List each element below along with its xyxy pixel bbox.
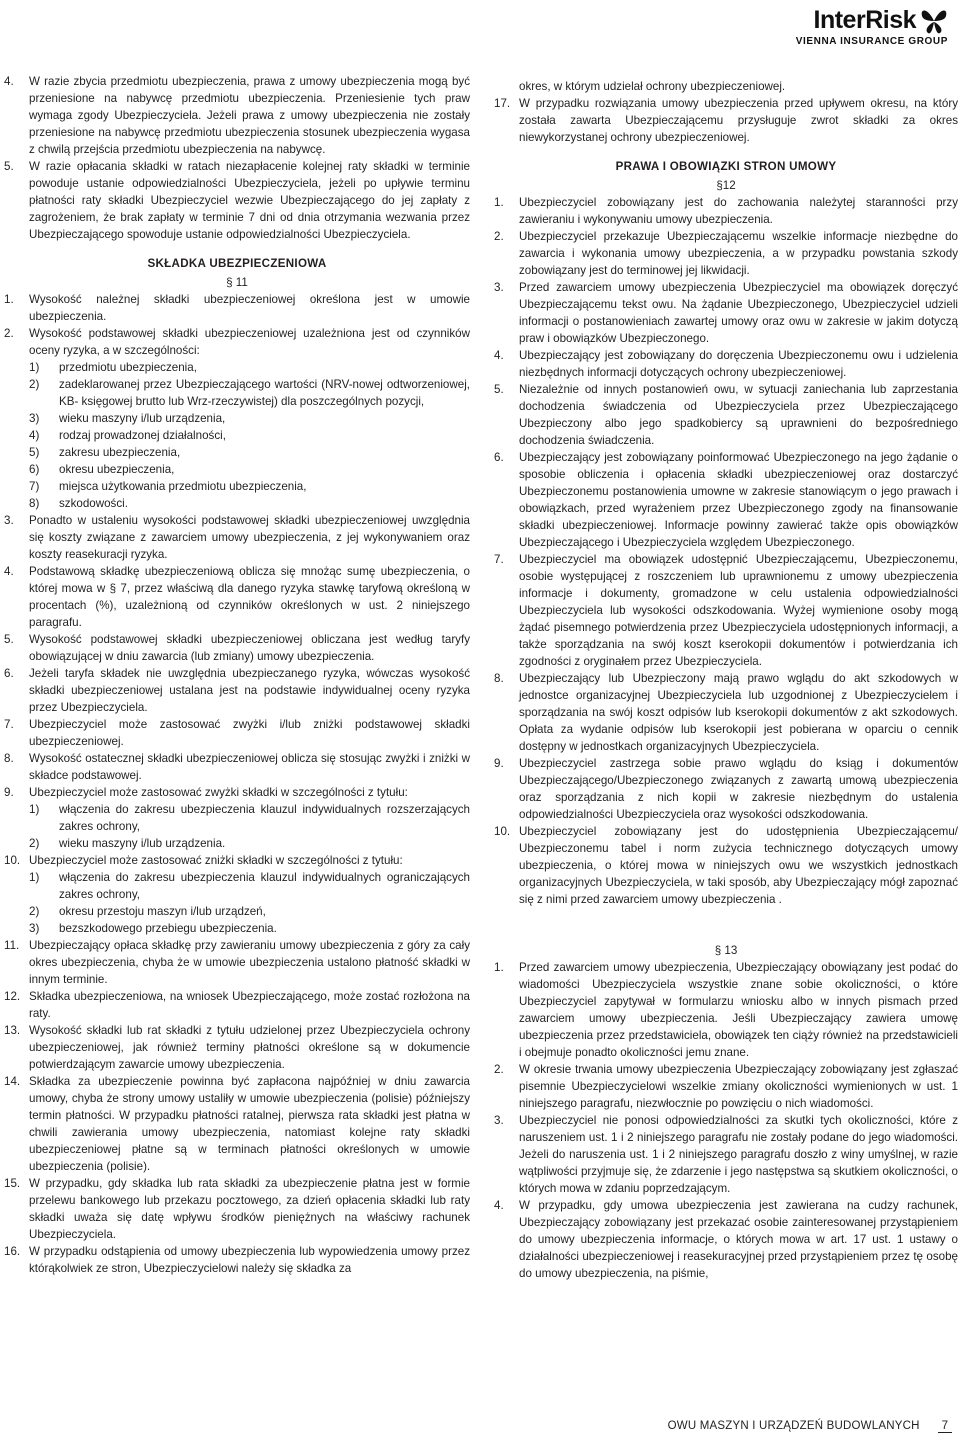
- item-number: 6.: [4, 667, 14, 680]
- item-text: Ubezpieczyciel zobowiązany jest do zachowania należytej staranności przy zawieraniu i wykonywaniu umowy ubezpieczenia.: [519, 196, 958, 226]
- item-text: Wysokość składki lub rat składki z tytułu udzielonej przez Ubezpieczyciela ochrony ubezpieczeniowej, jak również terminy płatności określone są w dokumencie potwierdzającym zawarcie umowy ubezpieczenia.: [29, 1024, 470, 1071]
- numbered-clause: [494, 95, 958, 146]
- item-text: Ubezpieczyciel może zastosować zwyżki składki w szczególności z tytułu:: [29, 786, 408, 799]
- numbered-clause: [4, 563, 470, 631]
- brand-name: InterRisk: [813, 6, 916, 34]
- numbered-clause: [494, 228, 958, 279]
- brand-logo: [795, 6, 950, 50]
- numbered-clause: [494, 670, 958, 755]
- item-number: 2.: [4, 327, 14, 340]
- item-number: 3): [29, 412, 40, 425]
- item-text: włączenia do zakresu ubezpieczenia klauzul indywidualnych rozszerzających zakres ochrony,: [59, 803, 470, 833]
- item-text: Wysokość należnej składki ubezpieczeniowej określona jest w umowie ubezpieczenia.: [29, 293, 470, 323]
- item-number: 3.: [494, 281, 504, 294]
- item-text: włączenia do zakresu ubezpieczenia klauzul indywidualnych ograniczających zakres ochrony,: [59, 871, 470, 901]
- item-number: 12.: [4, 990, 21, 1003]
- item-number: 2): [29, 378, 40, 391]
- sub-list-item: [4, 920, 470, 937]
- numbered-clause: [4, 158, 470, 243]
- sub-list-item: [4, 410, 470, 427]
- numbered-clause: [4, 750, 470, 784]
- item-number: 7): [29, 480, 40, 493]
- sub-list-item: [4, 461, 470, 478]
- sub-list-item: [4, 801, 470, 835]
- item-text: szkodowości.: [59, 497, 128, 510]
- item-text: W przypadku, gdy składka lub rata składki za ubezpieczenie płatna jest w formie przelewu bankowego lub przekazu pocztowego, za dzień opłacenia składki lub raty składki uważa się datę wpływu środków pieniężnych na właściwy rachunek Ubezpieczyciela.: [29, 1177, 470, 1241]
- item-text: bezszkodowego przebiegu ubezpieczenia.: [59, 922, 277, 935]
- item-text: Ubezpieczający jest zobowiązany poinformować Ubezpieczonego na jego żądanie o sposobie obliczenia i opłacenia składki ubezpieczeniowej oraz dostarczyć Ubezpieczonemu postanowienia umowne w zakresie stanowiącym o jego prawach i obowiązkach, przed wyrażeniem przez Ubezpieczonego zgody na finansowanie składki ubezpieczeniowej. Informacje powinny zawierać także opis obowiązków Ubezpieczającego i Ubezpieczyciela względem Ubezpieczonego.: [519, 451, 958, 549]
- item-text: rodzaj prowadzonej działalności,: [59, 429, 226, 442]
- item-text: W przypadku rozwiązania umowy ubezpieczenia przed upływem okresu, na który została zawarta Ubezpieczającemu przysługuje zwrot składki za okres niewykorzystanej ochrony ubezpieczeniowej.: [519, 97, 958, 144]
- item-text: miejsca użytkowania przedmiotu ubezpieczenia,: [59, 480, 307, 493]
- item-text: Składka za ubezpieczenie powinna być zapłacona najpóźniej w dniu zawarcia umowy, chyba że strony umowy ustaliły w umowie ubezpieczenia (polisie) późniejszy termin płatności. W przypadku płatności ratalnej, pierwsza rata składki jest płatna w chwili zawierania umowy ubezpieczenia, natomiast kolejne raty składki ubezpieczeniowej płatne są w terminach płatności określonych w umowie ubezpieczenia (polisie).: [29, 1075, 470, 1173]
- section-heading: SKŁADKA UBEZPIECZENIOWA: [147, 257, 327, 270]
- numbered-clause: [494, 755, 958, 823]
- numbered-clause: [4, 325, 470, 359]
- item-text: Wysokość ostatecznej składki ubezpieczeniowej oblicza się stosując zwyżki i zniżki w składce podstawowej.: [29, 752, 470, 782]
- numbered-clause: [494, 279, 958, 347]
- item-text: przedmiotu ubezpieczenia,: [59, 361, 197, 374]
- item-number: 7.: [494, 553, 504, 566]
- item-text: Ubezpieczyciel przekazuje Ubezpieczającemu wszelkie informacje niezbędne do zawarcia i wykonania umowy ubezpieczenia, a w przypadku powstania szkody zobowiązany jest do terminowej jej likwidacji.: [519, 230, 958, 277]
- numbered-clause: [4, 716, 470, 750]
- item-text: Ubezpieczyciel zobowiązany jest do udostępnienia Ubezpieczającemu/ Ubezpieczonemu tabel i norm zużycia technicznego dotyczących umowy ubezpieczenia, o której mowa w niniejszych owu we wszystkich jednostkach organizacyjnych Ubezpieczyciela, w taki sposób, aby Ubezpieczający mógł zapoznać się z nimi przed zawarciem umowy ubezpieczenia .: [519, 825, 958, 906]
- numbered-clause: [4, 73, 470, 158]
- item-text: Przed zawarciem umowy ubezpieczenia Ubezpieczyciel ma obowiązek doręczyć Ubezpieczającemu tekst owu. Na żądanie Ubezpieczonego, Ubezpieczyciel udzieli informacji o postanowieniach zawartej umowy oraz owu w zakresie w jakim dotyczą praw i obowiązków Ubezpieczonego.: [519, 281, 958, 345]
- numbered-clause: [494, 347, 958, 381]
- numbered-clause: [4, 1022, 470, 1073]
- sub-list-item: [4, 495, 470, 512]
- numbered-clause: [4, 291, 470, 325]
- sub-list-item: [4, 444, 470, 461]
- item-text: Podstawową składkę ubezpieczeniową oblicza się mnożąc sumę ubezpieczenia, o której mowa w § 7, przez właściwą dla danego ryzyka stawkę taryfową określoną w procentach (%), uzależnioną od czynników określonych w ust. 2 niniejszego paragrafu.: [29, 565, 470, 629]
- sub-list-item: [4, 376, 470, 410]
- item-text: Przed zawarciem umowy ubezpieczenia, Ubezpieczający obowiązany jest podać do wiadomości Ubezpieczyciela wszystkie znane sobie okoliczności, o które Ubezpieczyciel zapytywał w formularzu wniosku albo w innych pismach przed zawarciem umowy ubezpieczenia. Jeśli Ubezpieczający zawiera umowę ubezpieczenia przez przedstawiciela, obowiązek ten ciąży również na przedstawicieli i obejmuje ponadto okoliczności jemu znane.: [519, 961, 958, 1059]
- item-number: 3.: [4, 514, 14, 527]
- item-number: 4): [29, 429, 40, 442]
- numbered-clause: [494, 449, 958, 551]
- item-text: Ubezpieczający jest zobowiązany do doręczenia Ubezpieczonemu owu i udzielenia niezbędnych informacji dotyczących ochrony ubezpieczeniowej.: [519, 349, 958, 379]
- item-number: 10.: [494, 825, 511, 838]
- numbered-clause: [494, 1197, 958, 1282]
- item-number: 6.: [494, 451, 504, 464]
- item-text: Niezależnie od innych postanowień owu, w sytuacji zaniechania lub zaprzestania dochodzenia świadczenia od Ubezpieczyciela przez Ubezpieczającego Ubezpieczony albo jego spadkobiercy są uprawnieni do bezpośredniego dochodzenia świadczenia.: [519, 383, 958, 447]
- item-number: 2): [29, 837, 40, 850]
- sub-list-item: [4, 359, 470, 376]
- numbered-clause: [4, 1175, 470, 1243]
- numbered-clause: [494, 381, 958, 449]
- item-text: W razie opłacania składki w ratach niezapłacenie kolejnej raty składki w terminie powoduje ustanie odpowiedzialności Ubezpieczyciela, jeżeli po upływie terminu płatności raty składki Ubezpieczyciel wezwie Ubezpieczającego do jej zapłaty z zagrożeniem, że brak zapłaty w terminie 7 dni od dnia otrzymania wezwania przez Ubezpieczającego spowoduje ustanie odpowiedzialności Ubezpieczyciela.: [29, 160, 470, 241]
- numbered-clause: [4, 665, 470, 716]
- numbered-clause: [494, 823, 958, 908]
- item-text: Wysokość podstawowej składki ubezpieczeniowej uzależniona jest od czynników oceny ryzyka, a w szczególności:: [29, 327, 470, 357]
- numbered-clause: [4, 512, 470, 563]
- sub-list-item: [4, 903, 470, 920]
- sub-list-item: [4, 478, 470, 495]
- document-title: OWU MASZYN I URZĄDZEŃ BUDOWLANYCH: [667, 1420, 920, 1432]
- item-number: 17.: [494, 97, 511, 110]
- item-text: Wysokość podstawowej składki ubezpieczeniowej obliczana jest według taryfy obowiązującej w dniu zawarcia (lub zmiany) umowy ubezpieczenia.: [29, 633, 470, 663]
- paragraph-sign: § 13: [714, 944, 738, 957]
- numbered-clause: [494, 1061, 958, 1112]
- item-text: Jeżeli taryfa składek nie uwzględnia ubezpieczanego ryzyka, wówczas wysokość składki ubezpieczeniowej ustalana jest na podstawie indywidualnej oceny ryzyka przez Ubezpieczyciela.: [29, 667, 470, 714]
- item-text: zakresu ubezpieczenia,: [59, 446, 181, 459]
- item-text: wieku maszyny i/lub urządzenia,: [59, 412, 226, 425]
- item-text: W przypadku, gdy umowa ubezpieczenia jest zawierana na cudzy rachunek, Ubezpieczający zobowiązany jest przekazać osobie zainteresowanej przystąpieniem do umowy ubezpieczenia informacje, o których mowa w art. 17 ust. 1 ustawy o działalności ubezpieczeniowej i reasekuracyjnej przed przystąpieniem przez tę osobę do umowy ubezpieczenia, na piśmie,: [519, 1199, 958, 1280]
- item-text: Ponadto w ustaleniu wysokości podstawowej składki ubezpieczeniowej uwzględnia się koszty związane z zawarciem umowy ubezpieczenia, z jej wykonywaniem oraz koszty reasekuracji ryzyka.: [29, 514, 470, 561]
- item-text: Ubezpieczyciel ma obowiązek udostępnić Ubezpieczającemu, Ubezpieczonemu, osobie występującej z roszczeniem lub uprawnionemu z umowy ubezpieczenia informacje i dokumenty, gromadzone w celu ustalenia odpowiedzialności Ubezpieczyciela lub wysokości odszkodowania. Wyżej wymienione osoby mogą żądać pisemnego potwierdzenia przez Ubezpieczyciela udostępnionych informacji, a także sporządzania na swój koszt kserokopii dokumentów i potwierdzania ich zgodności z oryginałem przez Ubezpieczyciela.: [519, 553, 958, 668]
- item-number: 13.: [4, 1024, 21, 1037]
- item-text: Ubezpieczający lub Ubezpieczony mają prawo wglądu do akt szkodowych w jednostce organizacyjnej Ubezpieczyciela lub uzgodnionej z Ubezpieczycielem i sporządzania na swój koszt odpisów lub kserokopii dokumentów z akt szkodowych. Opłata za wydanie odpisów lub kserokopii jest pobierana w oparciu o cennik dostępny w jednostkach organizacyjnych Ubezpieczyciela.: [519, 672, 958, 753]
- paragraph-sign: §12: [716, 179, 736, 192]
- item-number: 5.: [4, 160, 14, 173]
- numbered-clause: [4, 631, 470, 665]
- item-number: 14.: [4, 1075, 21, 1088]
- item-number: 16.: [4, 1245, 21, 1258]
- item-number: 2.: [494, 230, 504, 243]
- item-number: 6): [29, 463, 40, 476]
- item-number: 3.: [494, 1114, 504, 1127]
- left-column: [4, 73, 470, 1277]
- item-number: 1.: [494, 196, 504, 209]
- page-footer: [668, 1416, 952, 1436]
- spacer: [494, 908, 958, 942]
- butterfly-logo-icon: [918, 6, 950, 36]
- item-text: Ubezpieczający opłaca składkę przy zawieraniu umowy ubezpieczenia z góry za cały okres ubezpieczenia, chyba że w umowie ubezpieczenia ustalono płatność składki w innym terminie.: [29, 939, 470, 986]
- item-text: Ubezpieczyciel nie ponosi odpowiedzialności za skutki tych okoliczności, które z naruszeniem ust. 1 i 2 niniejszego paragrafu nie zostały podane do jego wiadomości. Jeżeli do naruszenia ust. 1 i 2 niniejszego paragrafu doszło z winy umyślnej, w razie wątpliwości przyjmuje się, że zdarzenie i jego następstwa są skutkiem okoliczności, o których mowa w zdaniu poprzedzającym.: [519, 1114, 958, 1195]
- item-number: 4.: [494, 349, 504, 362]
- item-text: Ubezpieczyciel może zastosować zniżki składki w szczególności z tytułu:: [29, 854, 403, 867]
- item-text: okresu ubezpieczenia,: [59, 463, 175, 476]
- item-number: 4.: [494, 1199, 504, 1212]
- paragraph-sign: § 11: [226, 276, 248, 289]
- numbered-clause: [4, 988, 470, 1022]
- numbered-clause: [494, 1112, 958, 1197]
- item-number: 1.: [494, 961, 504, 974]
- item-text: W przypadku odstąpienia od umowy ubezpieczenia lub wypowiedzenia umowy przez którąkolwiek ze stron, Ubezpieczycielowi należy się składka za: [29, 1245, 470, 1275]
- item-number: 8.: [494, 672, 504, 685]
- item-text: zadeklarowanej przez Ubezpieczającego wartości (NRV-nowej odtworzeniowej, KB- księgowej brutto lub Wrz-rzeczywistej) dla poszczególnych pozycji,: [59, 378, 470, 408]
- item-text: okresu przestoju maszyn i/lub urządzeń,: [59, 905, 266, 918]
- item-number: 7.: [4, 718, 14, 731]
- item-number: 15.: [4, 1177, 21, 1190]
- item-number: 1.: [4, 293, 14, 306]
- item-text: Ubezpieczyciel zastrzega sobie prawo wglądu do ksiąg i dokumentów Ubezpieczającego/Ubezpieczonego związanych z zawartą umową ubezpieczenia oraz sporządzania z nich kopii w zakresie niezbędnym do ustalenia odpowiedzialności Ubezpieczyciela oraz wysokości odszkodowania.: [519, 757, 958, 821]
- item-number: 10.: [4, 854, 21, 867]
- item-text: Składka ubezpieczeniowa, na wniosek Ubezpieczającego, może zostać rozłożona na raty.: [29, 990, 470, 1020]
- item-number: 2.: [494, 1063, 504, 1076]
- brand-subtitle: VIENNA INSURANCE GROUP: [795, 36, 948, 47]
- numbered-clause: [494, 551, 958, 670]
- item-number: 1): [29, 871, 40, 884]
- right-column: [494, 78, 958, 1282]
- item-number: 2): [29, 905, 40, 918]
- section-heading: PRAWA I OBOWIĄZKI STRON UMOWY: [615, 160, 837, 173]
- item-number: 3): [29, 922, 40, 935]
- item-number: 1): [29, 361, 40, 374]
- continued-text: okres, w którym udzielał ochrony ubezpieczeniowej.: [519, 80, 786, 93]
- sub-list-item: [4, 427, 470, 444]
- item-text: W okresie trwania umowy ubezpieczenia Ubezpieczający zobowiązany jest zgłaszać pisemnie Ubezpieczycielowi wszelkie zmiany okoliczności wymienionych w ust. 1 niniejszego paragrafu, niezwłocznie po powzięciu o nich wiadomości.: [519, 1063, 958, 1110]
- numbered-clause: [4, 784, 470, 801]
- item-number: 5): [29, 446, 40, 459]
- item-number: 9.: [494, 757, 504, 770]
- numbered-clause: [4, 1243, 470, 1277]
- item-text: Ubezpieczyciel może zastosować zwyżki i/lub zniżki podstawowej składki ubezpieczeniowej.: [29, 718, 470, 748]
- item-text: wieku maszyny i/lub urządzenia.: [59, 837, 226, 850]
- numbered-clause: [494, 959, 958, 1061]
- item-number: 8): [29, 497, 40, 510]
- item-number: 4.: [4, 75, 14, 88]
- numbered-clause: [494, 194, 958, 228]
- item-text: W razie zbycia przedmiotu ubezpieczenia, prawa z umowy ubezpieczenia mogą być przeniesione na nabywcę przedmiotu ubezpieczenia. Przeniesienie tych praw wymaga zgody Ubezpieczyciela. Jeżeli prawa z umowy ubezpieczenia nie zostały przeniesione na nabywcę przedmiotu ubezpieczenia stosunek ubezpieczenia wygasa z chwilą przejścia przedmiotu ubezpieczenia na nabywcę.: [29, 75, 470, 156]
- numbered-clause: [4, 937, 470, 988]
- item-number: 11.: [4, 939, 20, 952]
- item-number: 5.: [4, 633, 14, 646]
- numbered-clause: [4, 852, 470, 869]
- item-number: 4.: [4, 565, 14, 578]
- item-number: 8.: [4, 752, 14, 765]
- item-number: 5.: [494, 383, 504, 396]
- numbered-clause: [4, 1073, 470, 1175]
- item-number: 1): [29, 803, 40, 816]
- sub-list-item: [4, 835, 470, 852]
- page-number: 7: [938, 1420, 952, 1433]
- item-number: 9.: [4, 786, 14, 799]
- sub-list-item: [4, 869, 470, 903]
